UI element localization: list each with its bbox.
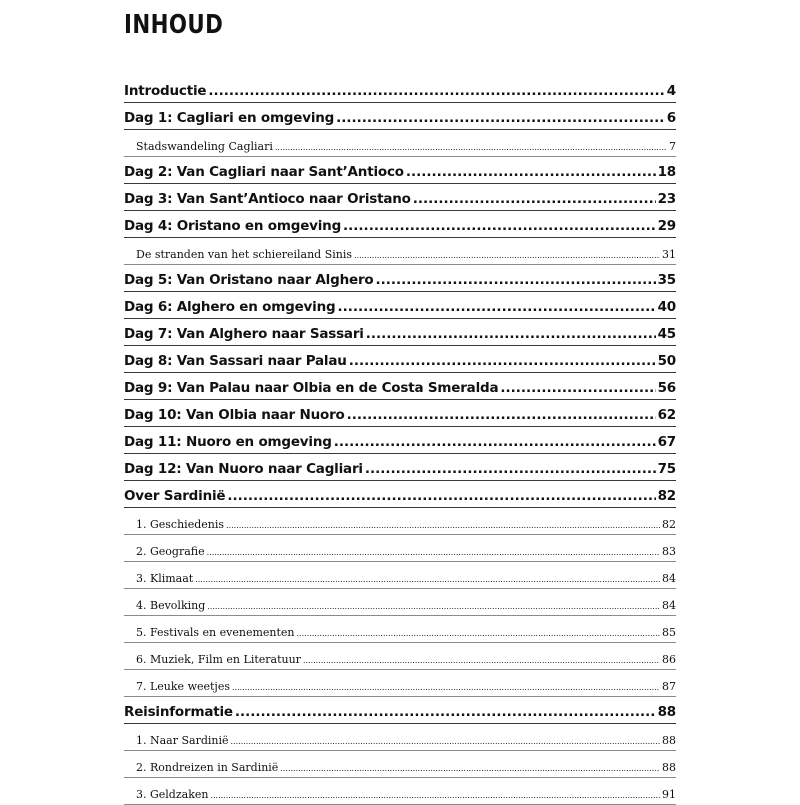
toc-entry-page: 82 xyxy=(657,488,676,504)
toc-entry-page: 67 xyxy=(657,434,676,450)
toc-subentry-title: 1. Geschiedenis xyxy=(136,518,225,531)
toc-subentry-title: 1. Naar Sardinië xyxy=(136,734,229,747)
toc-subentry[interactable] xyxy=(124,562,676,589)
dot-leader xyxy=(208,83,664,99)
toc-entry-page: 18 xyxy=(657,164,676,180)
toc-entry[interactable] xyxy=(124,319,676,346)
toc-subentry-title: 3. Klimaat xyxy=(136,572,194,585)
toc-subentry-title: 5. Festivals en evenementen xyxy=(136,626,295,639)
toc-subentry-page: 88 xyxy=(662,761,676,774)
dot-leader xyxy=(227,488,655,504)
toc-subentry-title: Stadswandeling Cagliari xyxy=(136,140,273,153)
dot-leader xyxy=(207,602,660,611)
toc-entry-page: 88 xyxy=(657,704,676,720)
dot-leader xyxy=(336,110,665,126)
toc-entry-title: Dag 12: Van Nuoro naar Cagliari xyxy=(124,461,363,477)
dot-leader xyxy=(210,791,660,800)
toc-subentry-page: 7 xyxy=(669,140,676,153)
dot-leader xyxy=(349,353,656,369)
toc-subentry-page: 86 xyxy=(662,653,676,666)
toc-entry-page: 45 xyxy=(657,326,676,342)
toc-subentry[interactable] xyxy=(124,643,676,670)
dot-leader xyxy=(231,737,660,746)
toc-subentry[interactable] xyxy=(124,751,676,778)
toc-entry[interactable] xyxy=(124,211,676,238)
toc-entry-title: Dag 2: Van Cagliari naar Sant’Antioco xyxy=(124,164,404,180)
toc-subentry[interactable] xyxy=(124,508,676,535)
toc-subentry-title: 4. Bevolking xyxy=(136,599,206,612)
toc-entry-title: Dag 4: Oristano en omgeving xyxy=(124,218,342,234)
toc-entry-page: 50 xyxy=(657,353,676,369)
toc-entry-title: Dag 11: Nuoro en omgeving xyxy=(124,434,332,450)
dot-leader xyxy=(337,299,655,315)
toc-subentry-page: 84 xyxy=(662,572,676,585)
dot-leader xyxy=(343,218,656,234)
toc-subentry-page: 85 xyxy=(662,626,676,639)
toc-subentry[interactable] xyxy=(124,778,676,805)
dot-leader xyxy=(406,164,656,180)
toc-entry-title: Dag 7: Van Alghero naar Sassari xyxy=(124,326,364,342)
dot-leader xyxy=(366,326,656,342)
toc-entry-title: Dag 10: Van Olbia naar Nuoro xyxy=(124,407,345,423)
toc-subentry[interactable] xyxy=(124,238,676,265)
toc-entry-page: 75 xyxy=(657,461,676,477)
toc-subentry[interactable] xyxy=(124,535,676,562)
toc-entry-page: 62 xyxy=(657,407,676,423)
toc-entry-page: 4 xyxy=(666,83,676,99)
toc-subentry-page: 82 xyxy=(662,518,676,531)
toc-entry-title: Dag 9: Van Palau naar Olbia en de Costa Smeralda xyxy=(124,380,499,396)
toc-entry[interactable] xyxy=(124,427,676,454)
toc-entry[interactable] xyxy=(124,400,676,427)
table-of-contents xyxy=(124,76,676,805)
toc-subentry[interactable] xyxy=(124,616,676,643)
toc-subentry-page: 87 xyxy=(662,680,676,693)
dot-leader xyxy=(280,764,660,773)
toc-entry[interactable] xyxy=(124,697,676,724)
toc-entry-title: Dag 8: Van Sassari naar Palau xyxy=(124,353,347,369)
toc-entry-title: Reisinformatie xyxy=(124,704,233,720)
toc-subentry[interactable] xyxy=(124,589,676,616)
toc-entry[interactable] xyxy=(124,103,676,130)
dot-leader xyxy=(413,191,656,207)
toc-entry-title: Dag 6: Alghero en omgeving xyxy=(124,299,336,315)
dot-leader xyxy=(207,548,660,557)
toc-subentry-page: 83 xyxy=(662,545,676,558)
dot-leader xyxy=(303,656,660,665)
dot-leader xyxy=(195,575,660,584)
toc-entry-title: Dag 5: Van Oristano naar Alghero xyxy=(124,272,374,288)
toc-entry[interactable] xyxy=(124,346,676,373)
toc-subentry[interactable] xyxy=(124,724,676,751)
dot-leader xyxy=(354,251,660,260)
toc-entry[interactable] xyxy=(124,157,676,184)
dot-leader xyxy=(375,272,655,288)
toc-subentry-page: 88 xyxy=(662,734,676,747)
dot-leader xyxy=(334,434,656,450)
toc-subentry-page: 84 xyxy=(662,599,676,612)
toc-entry[interactable] xyxy=(124,184,676,211)
toc-entry[interactable] xyxy=(124,76,676,103)
toc-entry-page: 29 xyxy=(657,218,676,234)
toc-subentry-page: 31 xyxy=(662,248,676,261)
page-title: INHOUD xyxy=(124,10,224,40)
toc-entry[interactable] xyxy=(124,481,676,508)
dot-leader xyxy=(500,380,655,396)
toc-subentry-title: 2. Rondreizen in Sardinië xyxy=(136,761,279,774)
dot-leader xyxy=(226,521,660,530)
toc-entry-page: 40 xyxy=(657,299,676,315)
dot-leader xyxy=(275,143,667,152)
toc-subentry-title: 3. Geldzaken xyxy=(136,788,209,801)
toc-subentry-title: 2. Geografie xyxy=(136,545,205,558)
toc-entry[interactable] xyxy=(124,454,676,481)
toc-entry-title: Dag 1: Cagliari en omgeving xyxy=(124,110,335,126)
toc-entry-page: 23 xyxy=(657,191,676,207)
toc-subentry-title: 6. Muziek, Film en Literatuur xyxy=(136,653,301,666)
toc-entry-page: 6 xyxy=(666,110,676,126)
toc-entry[interactable] xyxy=(124,265,676,292)
toc-subentry-title: De stranden van het schiereiland Sinis xyxy=(136,248,352,261)
dot-leader xyxy=(232,683,660,692)
toc-subentry-title: 7. Leuke weetjes xyxy=(136,680,230,693)
dot-leader xyxy=(297,629,660,638)
toc-entry-title: Over Sardinië xyxy=(124,488,226,504)
dot-leader xyxy=(365,461,656,477)
toc-subentry[interactable] xyxy=(124,670,676,697)
toc-subentry-page: 91 xyxy=(662,788,676,801)
toc-entry-page: 56 xyxy=(657,380,676,396)
dot-leader xyxy=(235,704,656,720)
toc-entry[interactable] xyxy=(124,292,676,319)
toc-subentry[interactable] xyxy=(124,130,676,157)
toc-entry-page: 35 xyxy=(657,272,676,288)
toc-entry[interactable] xyxy=(124,373,676,400)
toc-entry-title: Dag 3: Van Sant’Antioco naar Oristano xyxy=(124,191,411,207)
toc-entry-title: Introductie xyxy=(124,83,207,99)
dot-leader xyxy=(347,407,656,423)
